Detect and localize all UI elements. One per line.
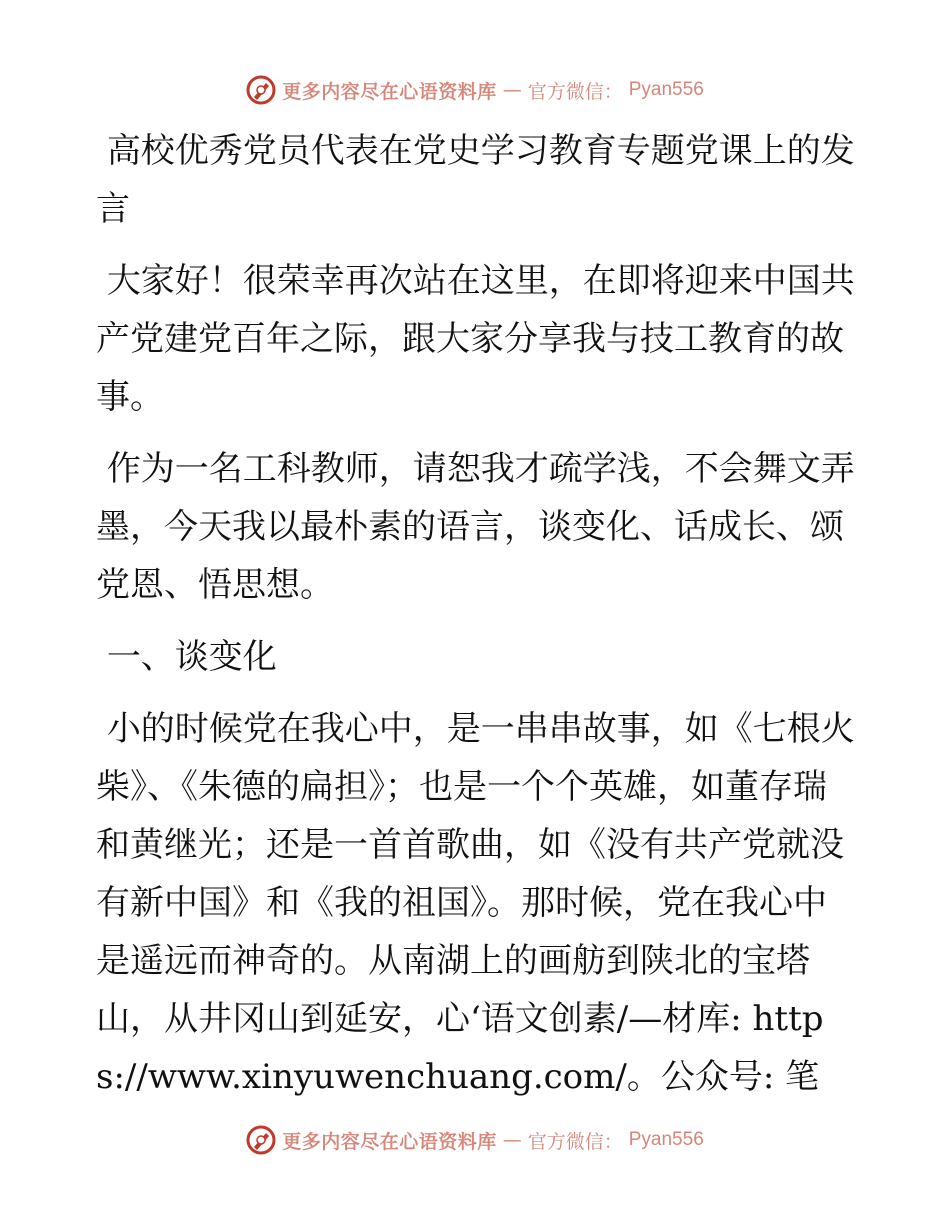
document-title: 高校优秀党员代表在党史学习教育专题党课上的发言 (96, 131, 855, 229)
watermark-separator: — (502, 79, 522, 101)
document-body (96, 122, 856, 1106)
watermark-wechat-label: 官方微信： (527, 1130, 623, 1153)
watermark-wechat-label: 官方微信： (527, 80, 623, 103)
watermark-header (0, 72, 950, 108)
paragraph-greeting: 大家好！很荣幸再次站在这里，在即将迎来中国共产党建党百年之际，跟大家分享我与技工教育的故事。 (96, 261, 855, 417)
watermark-text: 更多内容尽在心语资料库 (282, 1130, 497, 1153)
watermark-footer (0, 1122, 950, 1158)
section-heading: 一、谈变化 (96, 637, 277, 677)
paragraph-story: 小的时候党在我心中，是一串串故事，如《七根火柴》、《朱德的扁担》；也是一个个英雄，如董存瑞和黄继光；还是一首首歌曲，如《没有共产党就没有新中国》和《我的祖国》。那时候，党在我心中是遥远而神奇的。从南湖上的画舫到陕北的宝塔山，从井冈山到延安，心‘语文创素/—材库: https://www.xinyuwenchuang.com/。公众号: 笔 (96, 709, 855, 1097)
paragraph-intro: 作为一名工科教师，请恕我才疏学浅，不会舞文弄墨，今天我以最朴素的语言，谈变化、话成长、颂党恩、悟思想。 (96, 449, 855, 605)
pen-logo-icon (246, 75, 276, 105)
watermark-wechat-id: Pyan556 (628, 79, 704, 100)
watermark-separator: — (502, 1129, 522, 1151)
watermark-text: 更多内容尽在心语资料库 (282, 80, 497, 103)
watermark-wechat-id: Pyan556 (628, 1129, 704, 1150)
pen-logo-icon (246, 1125, 276, 1155)
